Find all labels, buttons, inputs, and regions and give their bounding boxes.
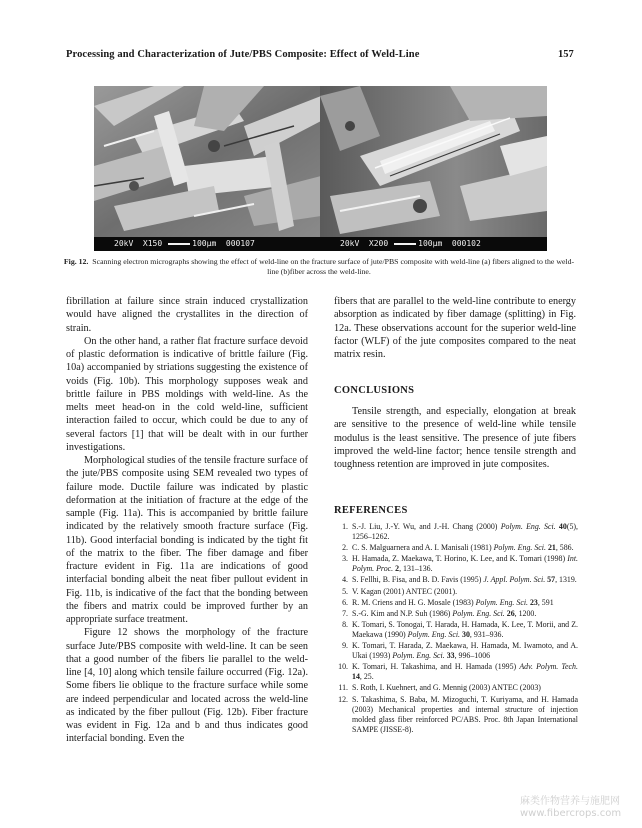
reference-item (334, 683, 578, 693)
scalebar-image-number: 000107 (225, 239, 255, 248)
reference-text: K. Tomari, S. Tonogai, T. Harada, H. Hamada, K. Lee, T. Morii, and Z. Maekawa (1990) (352, 619, 578, 639)
reference-item (334, 575, 578, 585)
reference-number: 11. (338, 683, 348, 693)
reference-pages: , 996–1006 (454, 651, 491, 661)
reference-list (334, 522, 578, 735)
paragraph: Figure 12 shows the morphology of the fracture surface Jute/PBS composite with weld-line. It can be seen that a good number of the fibers lie parallel to the weld-line [4, 10] along which tensile failure occurred (Fig. 12a). Some fibers lie oblique to the fracture surface while some are indeed perpendicular and located across the weld-line as indicated by the fiber pullout (Fig. 12b). Fiber fracture was evident in Fig. 12a and b and thus indicates good interfacial bonding. Even the (66, 627, 308, 745)
reference-pages: , 1319. (555, 575, 577, 585)
paragraph: fibrillation at failure since strain induced crystallization would have aligned the crystallites in the direction of strain. (66, 296, 308, 334)
reference-text: S. Roth, I. Kuehnert, and G. Mennig (2003) ANTEC (2003) (352, 683, 541, 693)
reference-volume: 23 (529, 597, 538, 607)
reference-item (334, 609, 578, 619)
reference-number: 6. (342, 597, 348, 607)
reference-item (334, 554, 578, 574)
reference-journal: Polym. Eng. Sci. (475, 597, 528, 607)
figure-label: Fig. 12. (63, 257, 89, 266)
reference-text: S. Fellhi, B. Fisa, and B. D. Favis (1995) (352, 575, 484, 585)
right-column (334, 295, 576, 361)
reference-number: 5. (342, 586, 348, 596)
reference-volume: 2 (395, 564, 400, 574)
conclusions-paragraph: Tensile strength, and especially, elongation at break are sensitive to the presence of weld-line while tensile modulus is the least sensitive. The presence of jute fibers improved the weld-line factor; hence tensile strength and toughness retention are improved in jute composites. (334, 406, 576, 470)
left-column (66, 295, 308, 746)
reference-number: 9. (342, 641, 348, 651)
reference-number: 8. (342, 619, 348, 629)
reference-number: 2. (342, 543, 348, 553)
reference-pages: , 931–936. (469, 629, 504, 639)
watermark-line-1: 麻类作物营养与施肥网 (520, 796, 620, 807)
references-heading: REFERENCES (334, 505, 408, 516)
sem-scalebar-a (94, 237, 321, 251)
header-title: Processing and Characterization of Jute/PBS Composite: Effect of Weld-Line (66, 49, 420, 60)
scalebar-length: 100µm (192, 239, 217, 248)
reference-journal: Polym. Eng. Sci. (407, 629, 461, 639)
reference-journal: Polym. Eng. Sci. (452, 608, 505, 618)
scalebar-image-number: 000102 (451, 239, 481, 248)
reference-text: V. Kagan (2001) ANTEC (2001). (352, 586, 458, 596)
scalebar-kv: 20kV (114, 239, 134, 248)
paragraph: Morphological studies of the tensile fracture surface of the jute/PBS composite using SEM revealed two types of failure mode. Ductile failure was indicated by plastic deformation at the initiation of fracture at the edge of the sample (Fig. 11a). This is accompanied by brittle failure indicated by the relatively smooth fracture surface (Fig. 11b). Good interfacial bonding is indicated by the tight fit of the matrix to the fiber. The fiber damage and fiber fracture evident in Fig. 11a are indications of good interfacial bonding albeit the neat fiber pullout evident in Fig. 11b, is indicative of the fact that the bonding between the fibers and matrix could be improved further by an appropriate surface treatment. (66, 455, 308, 625)
reference-pages: , 586. (555, 543, 574, 553)
paragraph: On the other hand, a rather flat fracture surface devoid of plastic deformation is indicative of brittle failure (Fig. 10a) accompanied by striations suggesting the existence of voids (Fig. 10b). This morphology supposes weak and brittle failure in PBS moldings with weld-line. As the melts meet head-on in the cold weld-line, sufficient interaction failed to occur, which could be due to any of several factors [1] that will be dealt with in our further investigations. (66, 335, 308, 453)
scalebar-kv: 20kV (340, 239, 360, 248)
reference-volume: 21 (547, 543, 556, 553)
paragraph: fibers that are parallel to the weld-line contribute to energy absorption as indicated by fiber damage (splitting) in Fig. 12a. These observations account for the superior weld-line factor (WLF) of the jute composites compared to the neat matrix resin. (334, 296, 576, 360)
reference-number: 12. (338, 694, 348, 704)
reference-item (334, 662, 578, 682)
reference-text: S.-J. Liu, J.-Y. Wu, and J.-H. Chang (2000) (352, 522, 501, 531)
reference-item (334, 620, 578, 640)
reference-pages: , 1200. (514, 608, 537, 618)
reference-text: K. Tomari, H. Takashima, and H. Hamada (1995) (352, 662, 520, 672)
reference-pages: , 131–136. (399, 564, 433, 574)
figure-caption-text: Scanning electron micrographs showing the effect of weld-line on the fracture surface of jute/PBS composite with weld-line (a) fibers aligned to the weld-line (b)fiber across the weld-line. (92, 257, 575, 277)
reference-text: H. Hamada, Z. Maekawa, T. Horino, K. Lee, and K. Tomari (1998) (352, 554, 568, 564)
reference-volume: 30 (462, 629, 470, 639)
reference-number: 10. (338, 662, 348, 672)
reference-pages: , 25. (359, 672, 374, 682)
reference-journal: Polym. Eng. Sci. (392, 651, 445, 661)
watermark-line-2: www.fibercrops.com (520, 808, 622, 819)
reference-text: S.-G. Kim and N.P. Suh (1986) (352, 608, 453, 618)
reference-item (334, 641, 578, 661)
reference-journal: J. Appl. Polym. Sci. (483, 575, 546, 585)
reference-number: 3. (342, 554, 348, 564)
reference-item (334, 695, 578, 735)
reference-item (334, 598, 578, 608)
reference-item (334, 587, 578, 597)
sem-scalebar-b (320, 237, 547, 251)
reference-volume: 57 (547, 575, 556, 585)
scalebar-line (394, 243, 416, 245)
sem-texture-a (94, 86, 321, 237)
reference-number: 7. (342, 608, 348, 618)
reference-pages: , 591 (537, 597, 554, 607)
sem-texture-b (320, 86, 547, 237)
scalebar-line (168, 243, 190, 245)
reference-text: R. M. Criens and H. G. Mosale (1983) (352, 597, 476, 607)
reference-text: K. Tomari, T. Harada, Z. Maekawa, H. Hamada, M. Iwamoto, and A. Ukai (1993) (352, 641, 578, 661)
reference-journal: Adv. Polym. Tech. (519, 662, 578, 672)
scalebar-magnification: X150 (142, 239, 163, 248)
reference-number: 4. (342, 575, 348, 585)
reference-item (334, 543, 578, 553)
reference-text: S. Takashima, S. Baba, M. Mizoguchi, T. Kuriyama, and H. Hamada (2003) Mechanical properties and internal structure of injection molded glass fiber reinforced PC/ABS. Proc. 8th Japan International SAMPE (JISSE-8). (352, 694, 578, 734)
scalebar-length: 100µm (418, 239, 443, 248)
reference-volume: 26 (506, 608, 515, 618)
figure-caption (62, 257, 576, 277)
scalebar-magnification: X200 (368, 239, 389, 248)
reference-journal: Int. Polym. Proc. (352, 554, 578, 574)
reference-volume: 33 (446, 651, 455, 661)
watermark (520, 796, 621, 820)
reference-text: C. S. Malguarnera and A. I. Manisali (1981) (352, 543, 494, 553)
reference-number: 1. (342, 522, 348, 531)
reference-volume: 14 (352, 672, 360, 682)
reference-item (334, 522, 578, 542)
reference-pages: (5), 1256–1262. (352, 522, 578, 542)
reference-journal: Polym. Eng. Sci. (493, 543, 546, 553)
reference-volume: 40 (558, 522, 567, 531)
conclusions-heading: CONCLUSIONS (334, 385, 415, 396)
reference-journal: Polym. Eng. Sci. (500, 522, 556, 531)
sem-micrograph-b (320, 86, 547, 251)
sem-micrograph-a (94, 86, 321, 251)
page-number: 157 (558, 49, 574, 60)
